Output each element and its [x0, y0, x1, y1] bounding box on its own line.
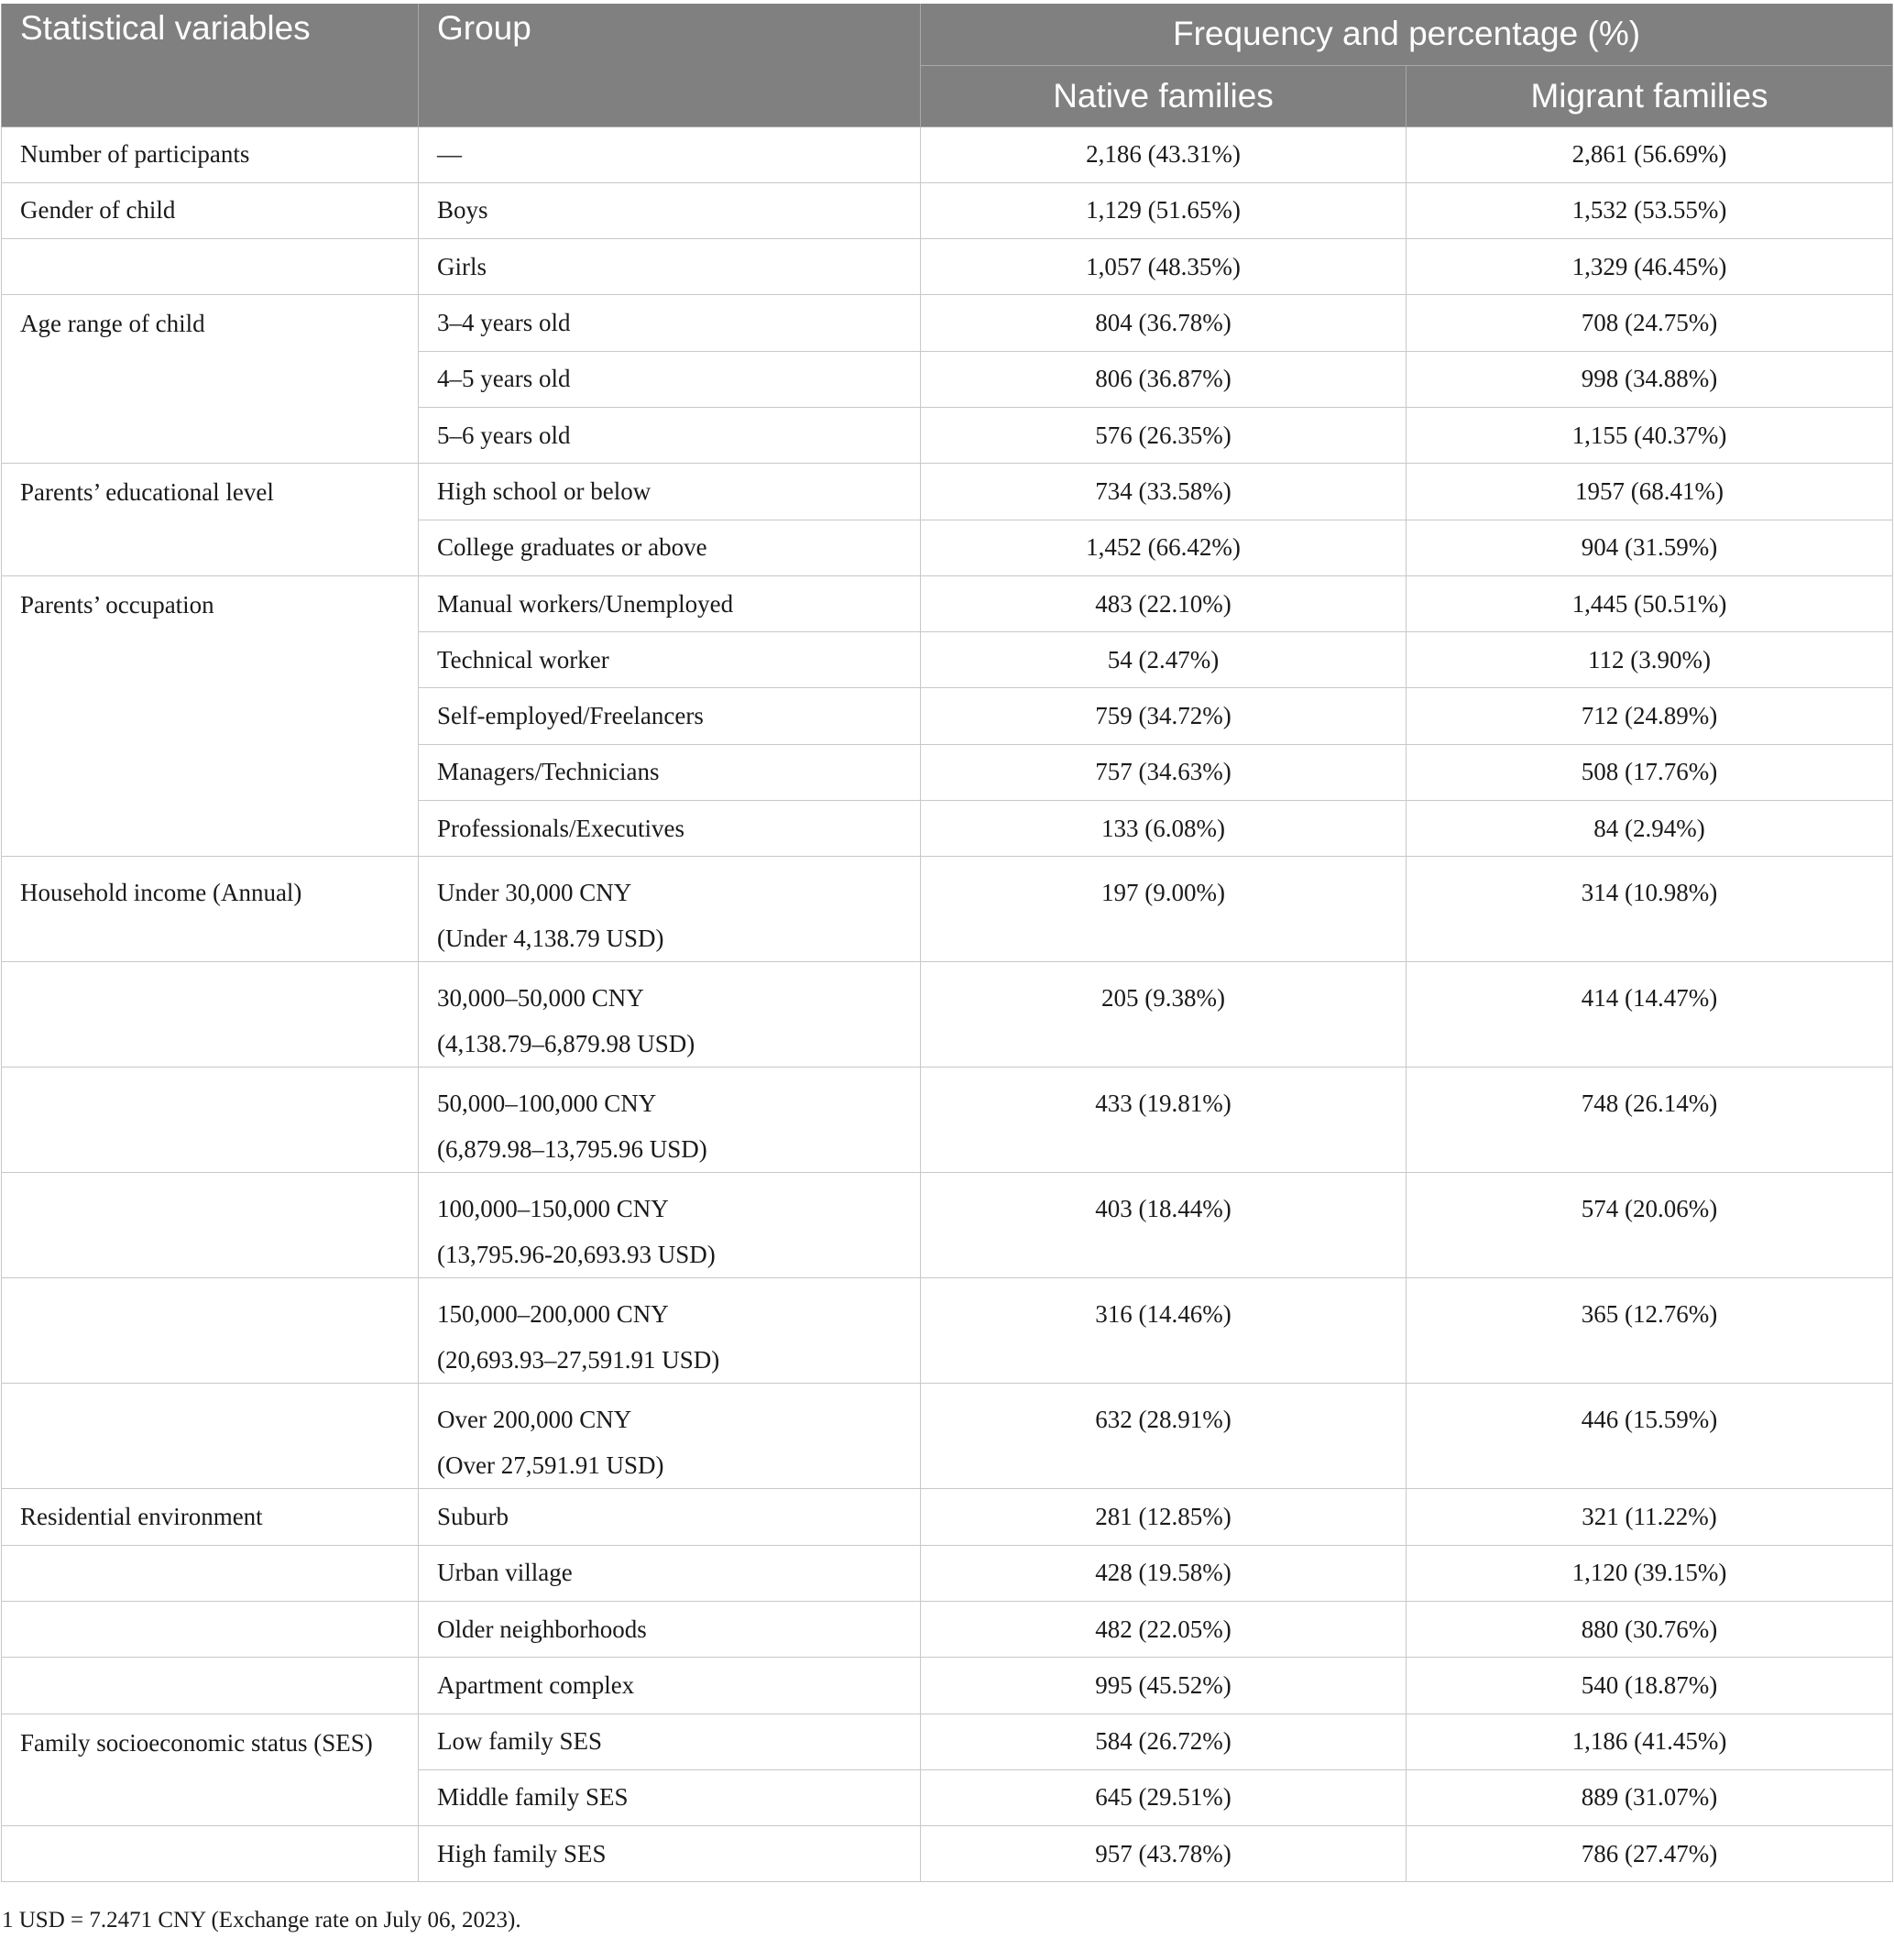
migrant-cell: 1,445 (50.51%)	[1407, 575, 1893, 631]
migrant-cell: 1957 (68.41%)	[1407, 464, 1893, 520]
group-cell	[419, 1173, 921, 1278]
table-row	[2, 575, 1893, 631]
group-usd-label: (4,138.79–6,879.98 USD)	[437, 1030, 695, 1058]
variable-label: Household income (Annual)	[20, 879, 302, 907]
table-row	[2, 1658, 1893, 1714]
migrant-cell: 365 (12.76%)	[1407, 1278, 1893, 1384]
table-row	[2, 295, 1893, 351]
table-row	[2, 857, 1893, 962]
group-cell: Apartment complex	[419, 1658, 921, 1714]
native-cell: 54 (2.47%)	[921, 632, 1407, 688]
group-cell: Boys	[419, 182, 921, 238]
migrant-cell: 1,532 (53.55%)	[1407, 182, 1893, 238]
variable-cell: Parents’ educational level	[2, 464, 419, 576]
group-cell	[419, 1278, 921, 1384]
migrant-cell: 1,186 (41.45%)	[1407, 1714, 1893, 1769]
table-row	[2, 1173, 1893, 1278]
native-cell: 632 (28.91%)	[921, 1384, 1407, 1489]
table-row	[2, 1545, 1893, 1601]
variable-cell	[2, 1545, 419, 1601]
migrant-cell: 112 (3.90%)	[1407, 632, 1893, 688]
group-cny-label: 30,000–50,000 CNY	[437, 984, 644, 1013]
variable-cell	[2, 1601, 419, 1657]
native-cell: 757 (34.63%)	[921, 744, 1407, 800]
group-cell: 5–6 years old	[419, 407, 921, 463]
table-row	[2, 464, 1893, 520]
migrant-cell: 321 (11.22%)	[1407, 1489, 1893, 1545]
group-cell: College graduates or above	[419, 520, 921, 575]
variable-cell	[2, 857, 419, 962]
group-cell: Professionals/Executives	[419, 801, 921, 857]
native-cell: 316 (14.46%)	[921, 1278, 1407, 1384]
migrant-cell: 84 (2.94%)	[1407, 801, 1893, 857]
group-usd-label: (Under 4,138.79 USD)	[437, 925, 664, 953]
native-cell: 576 (26.35%)	[921, 407, 1407, 463]
native-cell: 645 (29.51%)	[921, 1769, 1407, 1825]
table-row	[2, 1714, 1893, 1769]
migrant-cell: 748 (26.14%)	[1407, 1068, 1893, 1173]
group-cell: High school or below	[419, 464, 921, 520]
group-usd-label: (Over 27,591.91 USD)	[437, 1451, 664, 1480]
native-cell: 482 (22.05%)	[921, 1601, 1407, 1657]
header-row-1	[2, 4, 1893, 65]
group-cny-label: Under 30,000 CNY	[437, 879, 632, 907]
variable-cell	[2, 1068, 419, 1173]
native-cell: 957 (43.78%)	[921, 1826, 1407, 1882]
header-frequency-percentage: Frequency and percentage (%)	[921, 4, 1893, 65]
group-cell: Self-employed/Freelancers	[419, 688, 921, 744]
group-cell	[419, 962, 921, 1068]
variable-cell	[2, 1173, 419, 1278]
group-cell: High family SES	[419, 1826, 921, 1882]
migrant-cell: 2,861 (56.69%)	[1407, 126, 1893, 182]
migrant-cell: 414 (14.47%)	[1407, 962, 1893, 1068]
native-cell: 584 (26.72%)	[921, 1714, 1407, 1769]
migrant-cell: 508 (17.76%)	[1407, 744, 1893, 800]
migrant-cell: 574 (20.06%)	[1407, 1173, 1893, 1278]
table-header	[2, 4, 1893, 126]
table-body	[2, 126, 1893, 1882]
group-usd-label: (20,693.93–27,591.91 USD)	[437, 1346, 720, 1374]
native-cell: 995 (45.52%)	[921, 1658, 1407, 1714]
native-cell: 1,057 (48.35%)	[921, 239, 1407, 295]
variable-cell: Residential environment	[2, 1489, 419, 1545]
table-row	[2, 1601, 1893, 1657]
native-cell: 804 (36.78%)	[921, 295, 1407, 351]
group-cell: —	[419, 126, 921, 182]
migrant-cell: 540 (18.87%)	[1407, 1658, 1893, 1714]
variable-cell	[2, 1278, 419, 1384]
migrant-cell: 708 (24.75%)	[1407, 295, 1893, 351]
variable-cell	[2, 1826, 419, 1882]
group-cell: Technical worker	[419, 632, 921, 688]
group-cell: Suburb	[419, 1489, 921, 1545]
migrant-cell: 1,155 (40.37%)	[1407, 407, 1893, 463]
variable-cell: Family socioeconomic status (SES)	[2, 1714, 419, 1826]
group-cell: Managers/Technicians	[419, 744, 921, 800]
group-cell	[419, 1068, 921, 1173]
native-cell: 2,186 (43.31%)	[921, 126, 1407, 182]
table-row	[2, 1278, 1893, 1384]
migrant-cell: 904 (31.59%)	[1407, 520, 1893, 575]
migrant-cell: 712 (24.89%)	[1407, 688, 1893, 744]
migrant-cell: 314 (10.98%)	[1407, 857, 1893, 962]
header-migrant-families: Migrant families	[1407, 65, 1893, 126]
variable-cell	[2, 962, 419, 1068]
native-cell: 483 (22.10%)	[921, 575, 1407, 631]
variable-cell	[2, 239, 419, 295]
native-cell: 759 (34.72%)	[921, 688, 1407, 744]
variable-cell: Parents’ occupation	[2, 575, 419, 856]
table-row	[2, 126, 1893, 182]
table-row	[2, 1489, 1893, 1545]
native-cell: 806 (36.87%)	[921, 351, 1407, 407]
group-cell: Middle family SES	[419, 1769, 921, 1825]
table-row	[2, 962, 1893, 1068]
group-cell: 4–5 years old	[419, 351, 921, 407]
variable-cell: Gender of child	[2, 182, 419, 238]
variable-cell	[2, 1384, 419, 1489]
migrant-cell: 1,329 (46.45%)	[1407, 239, 1893, 295]
header-native-families: Native families	[921, 65, 1407, 126]
native-cell: 734 (33.58%)	[921, 464, 1407, 520]
group-cell	[419, 1384, 921, 1489]
migrant-cell: 998 (34.88%)	[1407, 351, 1893, 407]
demographics-table	[1, 4, 1893, 1882]
group-cell: 3–4 years old	[419, 295, 921, 351]
native-cell: 428 (19.58%)	[921, 1545, 1407, 1601]
group-cny-label: Over 200,000 CNY	[437, 1406, 632, 1434]
group-cell	[419, 857, 921, 962]
group-usd-label: (13,795.96-20,693.93 USD)	[437, 1241, 716, 1269]
migrant-cell: 1,120 (39.15%)	[1407, 1545, 1893, 1601]
table-row	[2, 1826, 1893, 1882]
group-usd-label: (6,879.98–13,795.96 USD)	[437, 1135, 707, 1164]
table-row	[2, 182, 1893, 238]
native-cell: 1,129 (51.65%)	[921, 182, 1407, 238]
group-cell: Girls	[419, 239, 921, 295]
native-cell: 1,452 (66.42%)	[921, 520, 1407, 575]
data-table-container	[1, 4, 1892, 1882]
group-cell: Low family SES	[419, 1714, 921, 1769]
migrant-cell: 880 (30.76%)	[1407, 1601, 1893, 1657]
native-cell: 281 (12.85%)	[921, 1489, 1407, 1545]
group-cell: Urban village	[419, 1545, 921, 1601]
group-cny-label: 150,000–200,000 CNY	[437, 1300, 669, 1329]
table-row	[2, 1068, 1893, 1173]
table-row	[2, 1384, 1893, 1489]
table-row	[2, 239, 1893, 295]
header-group: Group	[419, 4, 921, 126]
group-cell: Manual workers/Unemployed	[419, 575, 921, 631]
group-cell: Older neighborhoods	[419, 1601, 921, 1657]
variable-cell: Number of participants	[2, 126, 419, 182]
native-cell: 433 (19.81%)	[921, 1068, 1407, 1173]
group-cny-label: 100,000–150,000 CNY	[437, 1195, 669, 1223]
native-cell: 197 (9.00%)	[921, 857, 1407, 962]
migrant-cell: 889 (31.07%)	[1407, 1769, 1893, 1825]
variable-cell	[2, 1658, 419, 1714]
group-cny-label: 50,000–100,000 CNY	[437, 1089, 657, 1118]
native-cell: 403 (18.44%)	[921, 1173, 1407, 1278]
native-cell: 205 (9.38%)	[921, 962, 1407, 1068]
migrant-cell: 786 (27.47%)	[1407, 1826, 1893, 1882]
variable-cell: Age range of child	[2, 295, 419, 464]
table-footnote: 1 USD = 7.2471 CNY (Exchange rate on July 06, 2023).	[2, 1908, 521, 1933]
header-statistical-variables: Statistical variables	[2, 4, 419, 126]
native-cell: 133 (6.08%)	[921, 801, 1407, 857]
migrant-cell: 446 (15.59%)	[1407, 1384, 1893, 1489]
